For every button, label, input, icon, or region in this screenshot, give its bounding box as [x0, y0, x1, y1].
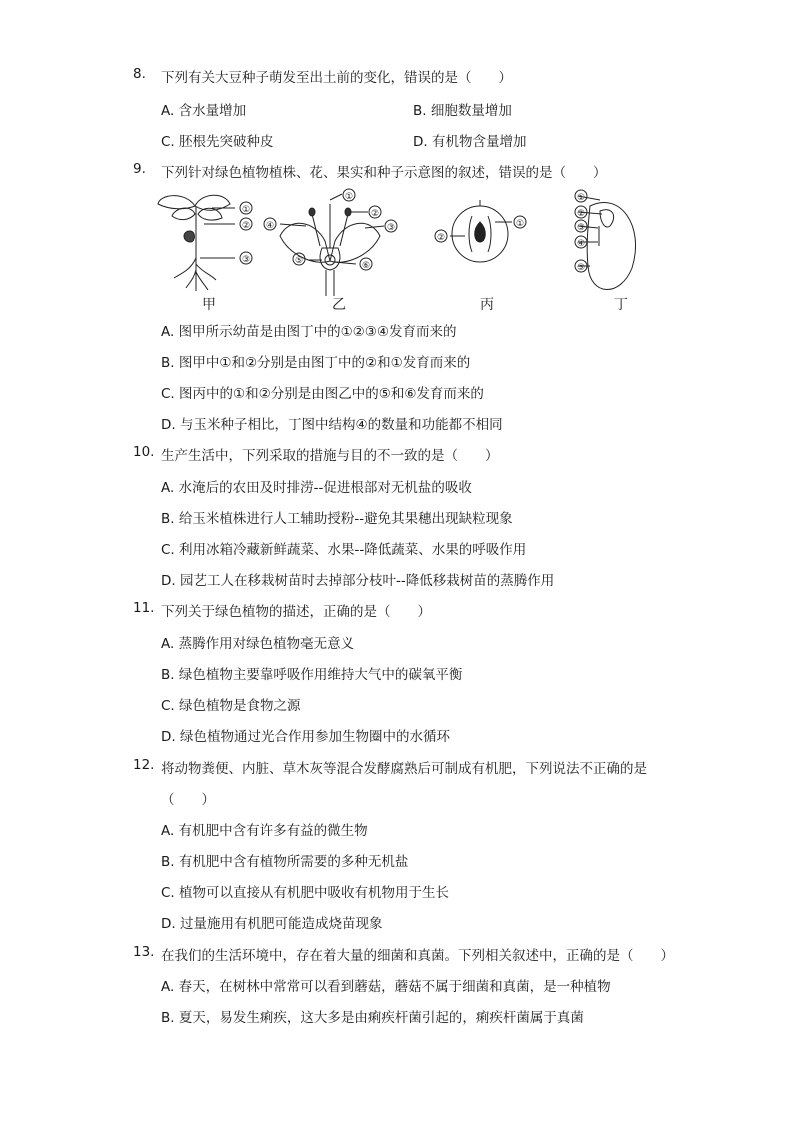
option-c: C. 绿色植物是食物之源 — [161, 698, 301, 714]
marker-3: ③ — [386, 223, 396, 233]
flower-diagram — [264, 189, 397, 296]
marker-2: ② — [576, 209, 586, 219]
question-number: 10. — [133, 444, 155, 460]
option-d: D. 园艺工人在移栽树苗时去掉部分枝叶--降低移栽树苗的蒸腾作用 — [161, 573, 555, 589]
marker-6: ⑥ — [361, 261, 371, 271]
marker-1: ① — [241, 205, 251, 215]
question-text: 下列针对绿色植物植株、花、果实和种子示意图的叙述，错误的是（ ） — [161, 165, 607, 181]
marker-3: ③ — [576, 223, 586, 233]
option-a: A. 春天，在树林中常常可以看到蘑菇，蘑菇不属于细菌和真菌，是一种植物 — [161, 979, 611, 995]
option-b: B. 图甲中①和②分别是由图丁中的②和①发育而来的 — [161, 355, 471, 371]
figure-label-ding: 丁 — [614, 297, 628, 313]
option-c: C. 植物可以直接从有机肥中吸收有机物用于生长 — [161, 885, 450, 901]
marker-2: ② — [436, 233, 446, 243]
option-c: C. 图丙中的①和②分别是由图乙中的⑤和⑥发育而来的 — [161, 386, 484, 402]
option-d: D. 绿色植物通过光合作用参加生物圈中的水循环 — [161, 729, 450, 745]
option-a: A. 有机肥中含有许多有益的微生物 — [161, 823, 368, 839]
marker-2: ② — [370, 209, 380, 219]
fruit-diagram — [435, 200, 526, 262]
seed-diagram — [575, 190, 636, 290]
question-text: 下列关于绿色植物的描述，正确的是（ ） — [161, 604, 431, 620]
question-number: 12. — [133, 757, 155, 773]
question-number: 13. — [133, 944, 155, 960]
plant-diagram-figure — [150, 186, 650, 314]
option-d: D. 与玉米种子相比，丁图中结构④的数量和功能都不相同 — [161, 417, 503, 433]
marker-3: ③ — [241, 255, 251, 265]
option-a: A. 含水量增加 — [161, 103, 247, 119]
question-number: 11. — [133, 600, 155, 616]
option-b: B. 细胞数量增加 — [413, 103, 512, 119]
marker-4: ④ — [576, 239, 586, 249]
question-text: 生产生活中，下列采取的措施与目的不一致的是（ ） — [161, 448, 499, 464]
option-c: C. 利用冰箱冷藏新鲜蔬菜、水果--降低蔬菜、水果的呼吸作用 — [161, 542, 527, 558]
question-text-continued: （ ） — [161, 792, 215, 808]
option-b: B. 绿色植物主要靠呼吸作用维持大气中的碳氧平衡 — [161, 667, 463, 683]
option-c: C. 胚根先突破种皮 — [161, 134, 274, 150]
option-d: D. 过量施用有机肥可能造成烧苗现象 — [161, 916, 383, 932]
option-a: A. 图甲所示幼苗是由图丁中的①②③④发育而来的 — [161, 324, 457, 340]
question-text: 将动物粪便、内脏、草木灰等混合发酵腐熟后可制成有机肥，下列说法不正确的是 — [161, 761, 647, 777]
question-number: 9. — [133, 161, 146, 177]
marker-5: ⑤ — [294, 256, 304, 266]
option-b: B. 给玉米植株进行人工辅助授粉--避免其果穗出现缺粒现象 — [161, 511, 513, 527]
marker-1: ① — [344, 192, 354, 202]
figure-label-bing: 丙 — [480, 297, 494, 313]
marker-1: ① — [576, 193, 586, 203]
question-text: 下列有关大豆种子萌发至出土前的变化，错误的是（ ） — [161, 70, 512, 86]
question-text: 在我们的生活环境中，存在着大量的细菌和真菌。下列相关叙述中，正确的是（ ） — [161, 948, 674, 964]
figure-label-jia: 甲 — [202, 297, 216, 313]
marker-1: ① — [515, 219, 525, 229]
question-number: 8. — [133, 66, 146, 82]
option-a: A. 水淹后的农田及时排涝--促进根部对无机盐的吸收 — [161, 480, 472, 496]
option-a: A. 蒸腾作用对绿色植物毫无意义 — [161, 636, 355, 652]
option-b: B. 有机肥中含有植物所需要的多种无机盐 — [161, 854, 409, 870]
seedling-diagram — [158, 195, 252, 291]
figure-label-yi: 乙 — [332, 297, 346, 313]
option-d: D. 有机物含量增加 — [413, 134, 527, 150]
marker-5: ⑤ — [576, 263, 586, 273]
marker-2: ② — [241, 221, 251, 231]
marker-4: ④ — [265, 221, 275, 231]
option-b: B. 夏天，易发生痢疾，这大多是由痢疾杆菌引起的，痢疾杆菌属于真菌 — [161, 1010, 584, 1026]
